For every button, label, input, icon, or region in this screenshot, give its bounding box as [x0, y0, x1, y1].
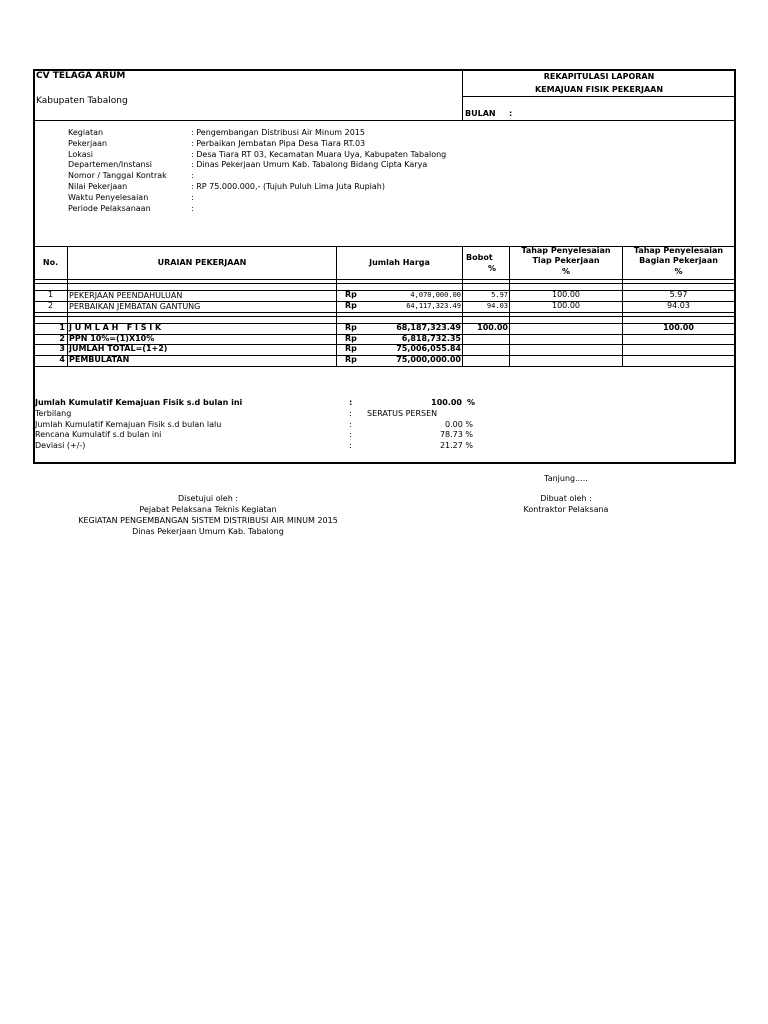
bulan-label: BULAN — [465, 109, 496, 118]
summary-no: 3 — [59, 344, 65, 353]
detail-label: Terbilang — [35, 409, 72, 418]
info-label: Nomor / Tanggal Kontrak — [68, 171, 167, 181]
th-bagian-1: Tahap Penyelesaian — [633, 246, 724, 255]
item-no: 2 — [47, 301, 54, 310]
info-label: Pekerjaan — [68, 138, 108, 148]
summary-rp: Rp — [345, 334, 357, 343]
detail-sep: : — [349, 409, 352, 418]
item-harga: 64,117,323.49 — [406, 302, 461, 310]
item-rp: Rp — [345, 301, 357, 310]
detail-value: 21.27 % — [439, 440, 473, 450]
report-title-1: REKAPITULASI LAPORAN — [543, 72, 655, 81]
summary-rp: Rp — [345, 323, 357, 332]
signature-place: Tanjung..... — [544, 474, 588, 483]
item-tiap: 100.00 — [552, 290, 580, 299]
table-line-d — [33, 312, 736, 313]
summary-rp: Rp — [345, 344, 357, 353]
summary-harga: 75,006,055.84 — [396, 344, 461, 353]
bulan-sep: : — [509, 109, 513, 118]
item-bagian: 5.97 — [669, 290, 688, 299]
frame-top — [33, 69, 736, 71]
th-no: No. — [42, 258, 59, 267]
item-no: 1 — [47, 290, 54, 299]
company-name: CV TELAGA ARUM — [36, 71, 126, 81]
kumulatif-sep: : — [349, 398, 353, 407]
table-line-e — [33, 316, 736, 317]
item-harga: 4,070,000.00 — [410, 291, 461, 299]
kumulatif-pct: % — [467, 398, 476, 407]
info-value: : Dinas Pekerjaan Umum Kab. Tabalong Bidang Cipta Karya — [191, 160, 428, 170]
info-value: : Desa Tiara RT 03, Kecamatan Muara Uya, Kabupaten Tabalong — [191, 149, 447, 159]
th-tiap-pct: % — [561, 267, 570, 276]
summary-uraian: J U M L A H F I S I K — [69, 323, 162, 332]
detail-sep: : — [349, 430, 352, 439]
info-value: : — [191, 192, 194, 202]
summary-no: 4 — [59, 355, 65, 364]
info-label: Lokasi — [68, 149, 93, 159]
kumulatif-label: Jumlah Kumulatif Kemajuan Fisik s.d bulan ini — [35, 398, 243, 407]
frame-bottom — [33, 462, 736, 464]
signature-left-1: Disetujui oleh : — [177, 494, 239, 503]
signature-left-4: Dinas Pekerjaan Umum Kab. Tabalong — [132, 527, 284, 536]
table-line-a — [33, 283, 736, 284]
detail-sep: : — [349, 440, 352, 450]
info-label: Nilai Pekerjaan — [68, 182, 128, 191]
item-uraian: PERBAIKAN JEMBATAN GANTUNG — [69, 302, 201, 311]
table-line-j — [33, 366, 736, 367]
summary-bagian: 100.00 — [663, 323, 694, 332]
info-label: Kegiatan — [68, 128, 104, 137]
th-harga: Jumlah Harga — [369, 258, 430, 267]
report-title-2: KEMAJUAN FISIK PEKERJAAN — [534, 85, 664, 94]
info-value: : Pengembangan Distribusi Air Minum 2015 — [191, 128, 365, 137]
summary-uraian: PEMBULATAN — [69, 355, 130, 364]
signature-left-2: Pejabat Pelaksana Teknis Kegiatan — [139, 505, 277, 514]
detail-label: Rencana Kumulatif s.d bulan ini — [35, 430, 162, 439]
detail-value: 78.73 % — [439, 430, 473, 439]
th-uraian: URAIAN PEKERJAAN — [157, 258, 247, 267]
summary-no: 2 — [59, 334, 65, 343]
info-value: : — [191, 203, 194, 213]
th-bagian-pct: % — [674, 267, 683, 276]
summary-harga: 75,000,000.00 — [396, 355, 461, 364]
signature-left-3: KEGIATAN PENGEMBANGAN SISTEM DISTRIBUSI AIR MINUM 2015 — [78, 516, 338, 525]
info-label: Periode Pelaksanaan — [68, 203, 151, 213]
header-bulan-line — [462, 96, 735, 97]
info-label: Departemen/Instansi — [68, 160, 152, 170]
summary-no: 1 — [59, 323, 65, 332]
info-value: : — [191, 171, 194, 181]
th-tiap-1: Tahap Penyelesaian — [521, 246, 611, 255]
detail-label: Jumlah Kumulatif Kemajuan Fisik s.d bulan lalu — [35, 419, 222, 429]
item-uraian: PEKERJAAN PEENDAHULUAN — [69, 291, 183, 300]
summary-uraian: JUMLAH TOTAL=(1+2) — [69, 344, 168, 353]
detail-value: SERATUS PERSEN — [367, 409, 438, 418]
detail-sep: : — [349, 419, 352, 429]
detail-label: Deviasi (+/-) — [35, 440, 86, 450]
detail-value: 0.00 % — [445, 419, 473, 429]
summary-harga: 68,187,323.49 — [396, 323, 461, 332]
item-bobot: 5.97 — [491, 291, 508, 299]
info-value: : Perbaikan Jembatan Pipa Desa Tiara RT.03 — [191, 138, 366, 148]
th-bobot: Bobot — [466, 253, 493, 262]
district-name: Kabupaten Tabalong — [36, 96, 128, 106]
summary-rp: Rp — [345, 355, 357, 364]
item-rp: Rp — [345, 290, 357, 299]
summary-uraian: PPN 10%=(1)X10% — [69, 334, 155, 343]
kumulatif-value: 100.00 — [431, 398, 462, 407]
th-tiap-2: Tiap Pekerjaan — [532, 256, 600, 265]
th-bobot-pct: % — [488, 264, 497, 273]
info-value: : RP 75.000.000,- (Tujuh Puluh Lima Juta Rupiah) — [191, 182, 385, 191]
signature-right-2: Kontraktor Pelaksana — [523, 505, 609, 514]
frame-right — [734, 69, 736, 464]
item-bobot: 94.03 — [486, 302, 508, 310]
info-label: Waktu Penyelesaian — [68, 192, 149, 202]
item-tiap: 100.00 — [552, 301, 580, 310]
table-header-bottom — [33, 279, 736, 280]
summary-bobot: 100.00 — [477, 323, 508, 332]
signature-right-1: Dibuat oleh : — [540, 494, 592, 503]
summary-harga: 6,818,732.35 — [401, 334, 461, 343]
header-bottom-line — [33, 120, 736, 121]
th-bagian-2: Bagian Pekerjaan — [639, 256, 718, 265]
item-bagian: 94.03 — [667, 301, 690, 310]
